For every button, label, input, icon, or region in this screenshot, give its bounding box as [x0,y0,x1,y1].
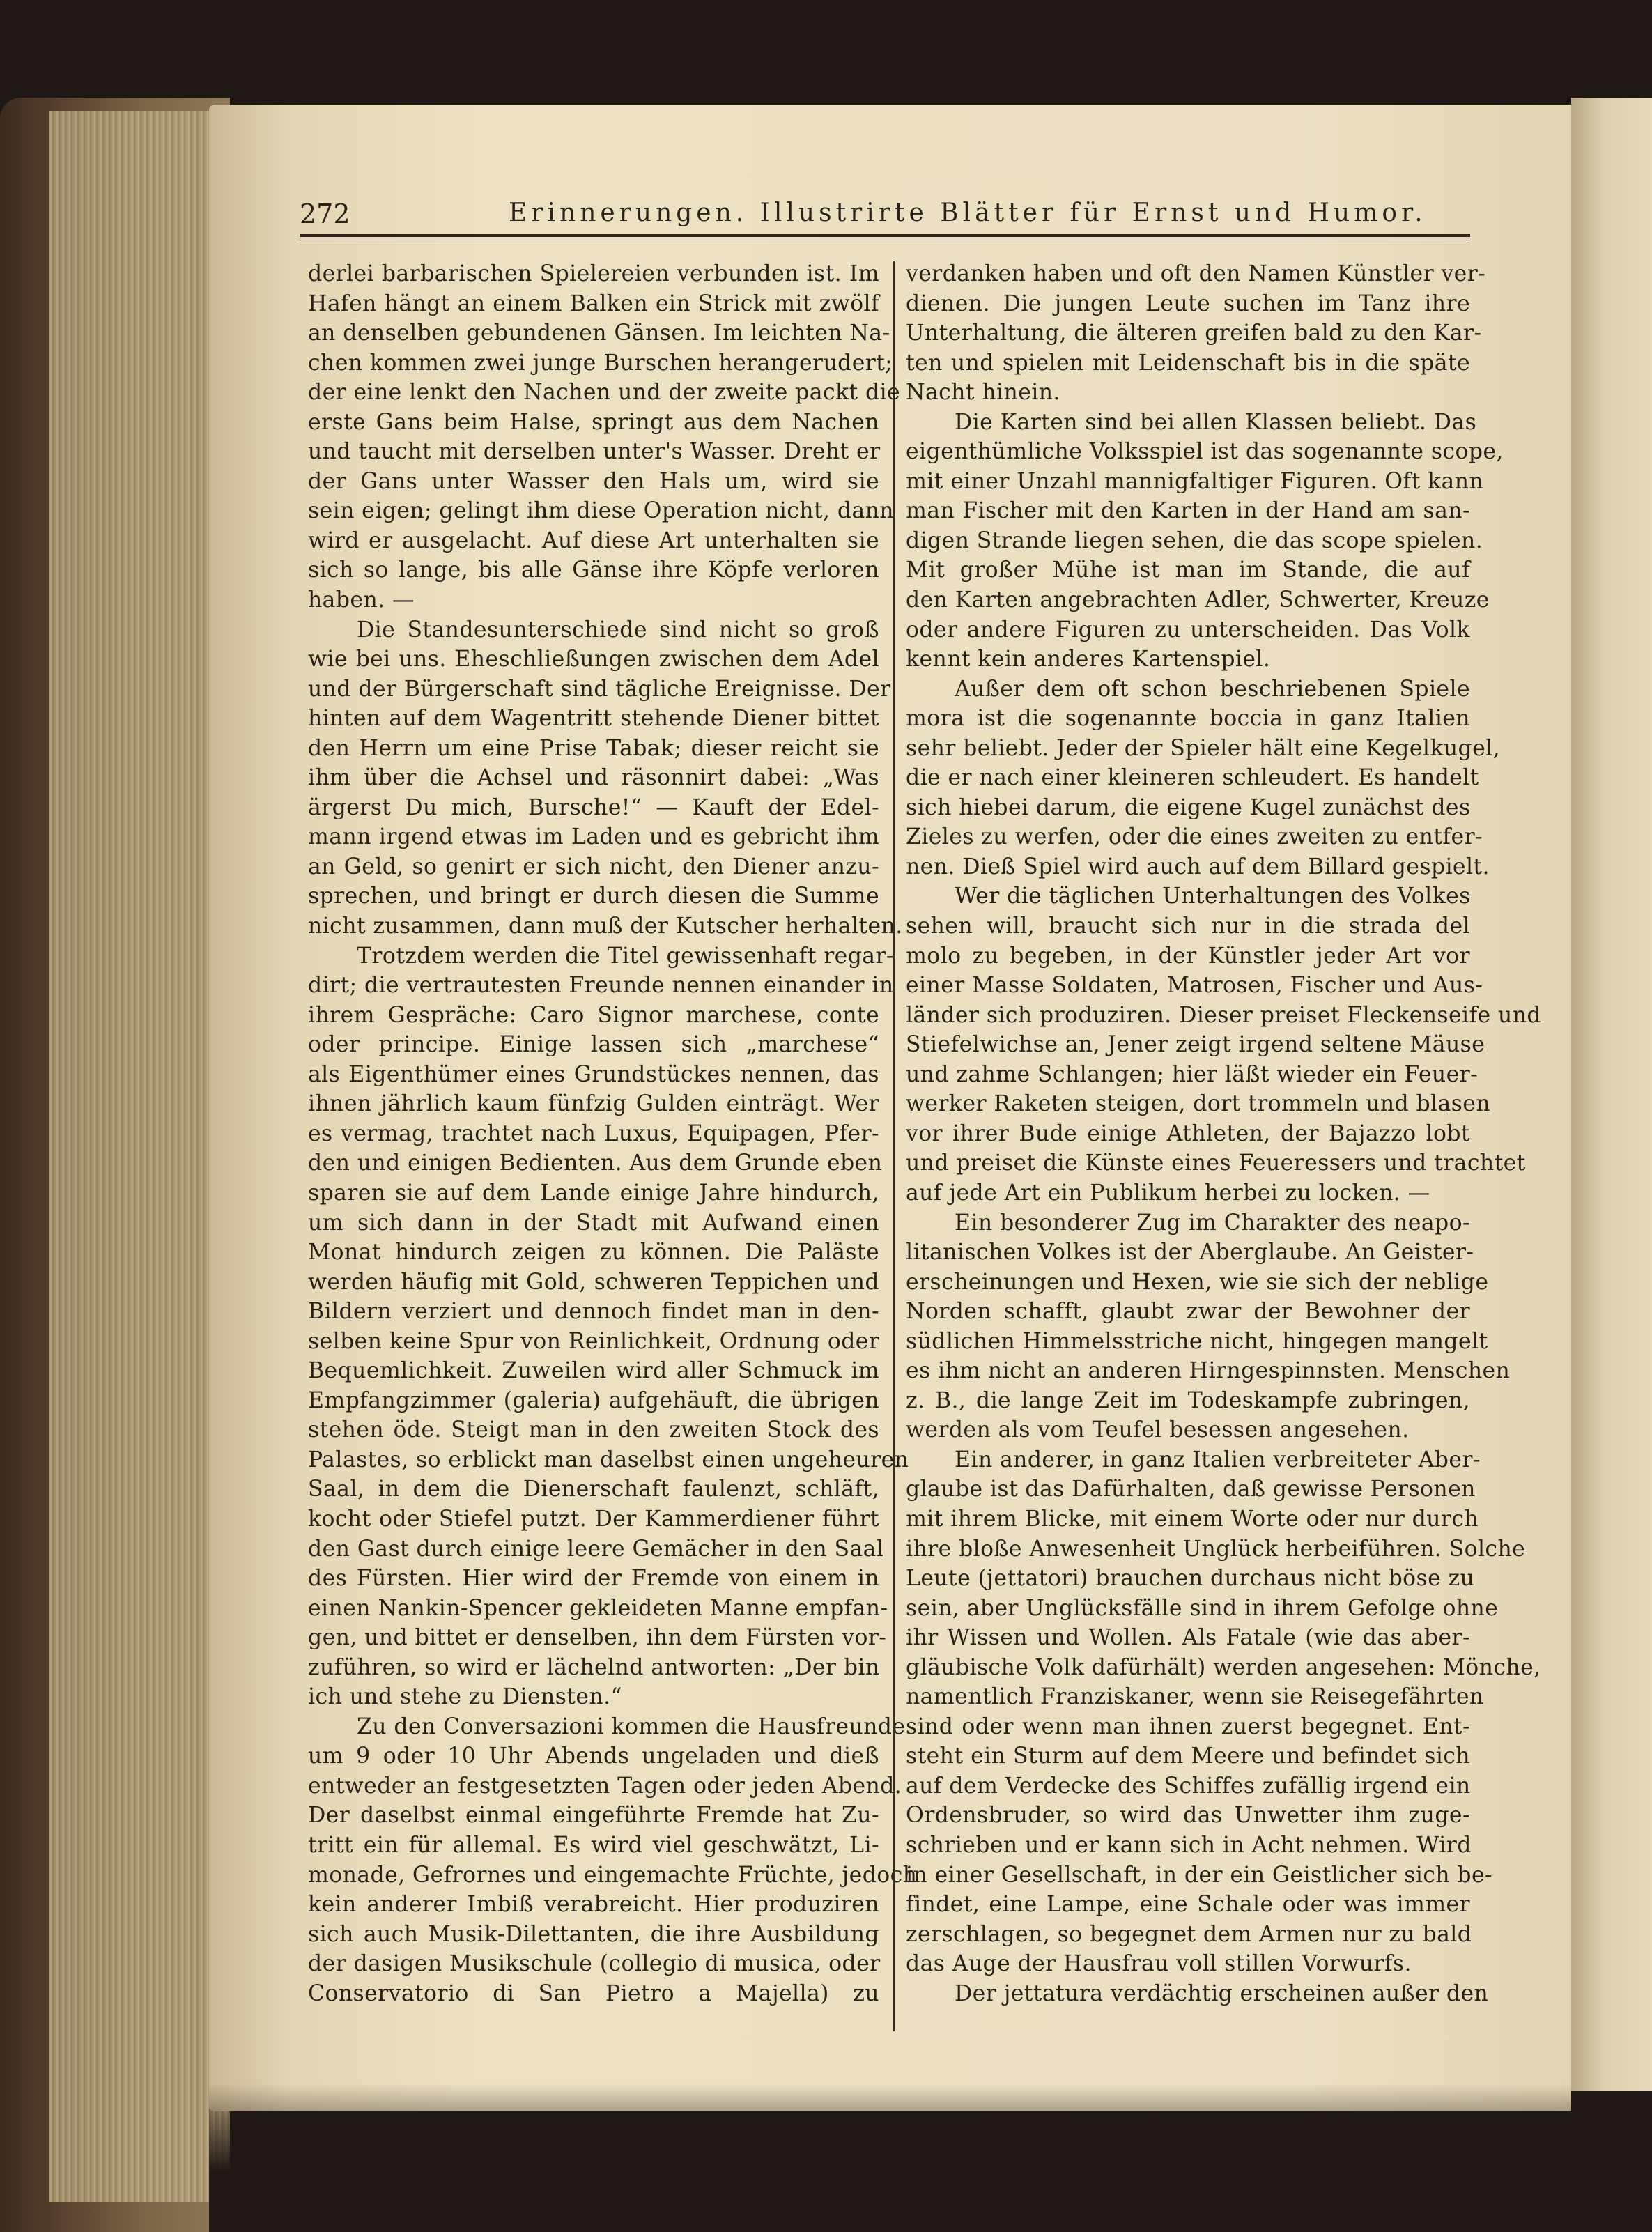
text-line: erste Gans beim Halse, springt aus dem Nachen [308,409,879,435]
text-line: und zahme Schlangen; hier läßt wieder ein Feuer- [906,1061,1479,1087]
text-line: der Gans unter Wasser den Hals um, wird sie [308,468,879,494]
running-title: Erinnerungen. Illustrirte Blätter für Ernst und Humor. [509,199,1427,227]
text-line: an denselben gebundenen Gänsen. Im leichten Na- [308,321,890,346]
text-line: und preiset die Künste eines Feueressers und trachtet [906,1150,1526,1176]
text-line: ihnen jährlich kaum fünfzig Gulden einträgt. Wer [308,1091,879,1117]
text-line: werker Raketen steigen, dort trommeln und blasen [906,1091,1491,1117]
text-line: Stiefelwichse an, Jener zeigt irgend seltene Mäuse [906,1032,1485,1058]
text-line: Bildern verziert und dennoch findet man in den- [308,1299,879,1325]
facing-page-edge [1571,98,1652,2091]
text-line: Leute (jettatori) brauchen durchaus nicht böse zu [906,1566,1475,1592]
text-line: Conservatorio di San Pietro a Majella) zu [308,1980,879,2006]
text-line: Palastes, so erblickt man daselbst einen ungeheuren [308,1447,909,1472]
text-line: wie bei uns. Eheschließungen zwischen dem Adel [308,647,879,672]
text-line: sparen sie auf dem Lande einige Jahre hindurch, [308,1180,879,1206]
text-line: mit einer Unzahl mannigfaltiger Figuren. Oft kann [906,468,1484,494]
text-line: Unterhaltung, die älteren greifen bald zu den Kar- [906,321,1482,346]
text-line: sein eigen; gelingt ihm diese Operation nicht, dann [308,498,894,524]
text-line: findet, eine Lampe, eine Schale oder was immer [906,1892,1470,1918]
text-line: Zieles zu werfen, oder die eines zweiten zu entfer- [906,824,1483,850]
text-line: sehr beliebt. Jeder der Spieler hält eine Kegelkugel, [906,735,1501,761]
text-line: nen. Dieß Spiel wird auch auf dem Billard gespielt. [906,854,1490,879]
text-line: Ein anderer, in ganz Italien verbreiteter Aber- [955,1447,1481,1472]
text-line: sprechen, und bringt er durch diesen die Summe [308,884,879,909]
text-line: glaube ist das Dafürhalten, daß gewisse Personen [906,1477,1476,1502]
text-line: chen kommen zwei junge Burschen herangerudert; [308,350,893,376]
text-line: den Gast durch einige leere Gemächer in den Saal [308,1536,884,1562]
text-line: sehen will, braucht sich nur in die strada del [906,914,1470,939]
text-line: werden als vom Teufel besessen angesehen. [906,1417,1410,1443]
text-line: Hafen hängt an einem Balken ein Strick mit zwölf [308,291,879,316]
text-line: zerschlagen, so begegnet dem Armen nur zu bald [906,1921,1472,1947]
text-line: des Fürsten. Hier wird der Fremde von einem in [308,1566,879,1592]
text-line: ten und spielen mit Leidenschaft bis in die späte [906,350,1470,376]
text-line: Außer dem oft schon beschriebenen Spiele [955,676,1470,702]
text-line: mann irgend etwas im Laden und es gebricht ihm [308,824,879,850]
text-line: hinten auf dem Wagentritt stehende Diener bittet [308,706,879,732]
text-line: eigenthümliche Volksspiel ist das sogenannte scope, [906,439,1504,465]
text-line: stehen öde. Steigt man in den zweiten Stock des [308,1417,879,1443]
text-line: ihm über die Achsel und räsonnirt dabei: „Was [308,765,879,791]
text-line: z. B., die lange Zeit im Todeskampfe zubringen, [906,1387,1470,1413]
text-line: verdanken haben und oft den Namen Künstler ver- [906,261,1486,286]
page-number: 272 [300,199,350,229]
text-line: erscheinungen und Hexen, wie sie sich der neblige [906,1269,1489,1295]
text-line: sind oder wenn man ihnen zuerst begegnet. Ent- [906,1714,1470,1739]
column-divider [893,261,895,2031]
text-column-right [906,259,1541,2043]
text-line: Zu den Conversazioni kommen die Hausfreunde [357,1714,906,1739]
text-line: ihr Wissen und Wollen. Als Fatale (wie das aber- [906,1625,1470,1651]
text-line: dirt; die vertrautesten Freunde nennen einander in [308,973,894,999]
text-line: einer Masse Soldaten, Matrosen, Fischer und Aus- [906,973,1483,999]
page-shadow [209,2084,1571,2232]
text-line: Wer die täglichen Unterhaltungen des Volkes [955,884,1471,909]
text-line: wird er ausgelacht. Auf diese Art unterhalten sie [308,528,879,553]
text-line: sein, aber Unglücksfälle sind in ihrem Gefolge ohne [906,1595,1499,1621]
text-line: den Karten angebrachten Adler, Schwerter, Kreuze [906,587,1490,613]
text-line: die er nach einer kleineren schleudert. Es handelt [906,765,1479,791]
text-line: zuführen, so wird er lächelnd antworten: „Der bin [308,1654,880,1680]
text-line: Ein besonderer Zug im Charakter des neapo- [955,1210,1470,1236]
text-line: derlei barbarischen Spielereien verbunden ist. Im [308,261,879,286]
text-line: gläubische Volk dafürhält) werden angesehen: Mönche, [906,1654,1541,1680]
text-line: Monat hindurch zeigen zu können. Die Paläste [308,1240,879,1265]
text-line: mit ihrem Blicke, mit einem Worte oder nur durch [906,1506,1479,1532]
text-line: Bequemlichkeit. Zuweilen wird aller Schmuck im [308,1358,879,1384]
text-line: gen, und bittet er denselben, ihn dem Fürsten vor- [308,1625,887,1651]
text-line: Der daselbst einmal eingeführte Fremde hat Zu- [308,1803,879,1829]
text-line: haben. — [308,587,415,613]
text-column-left [308,259,918,2043]
text-line: kein anderer Imbiß verabreicht. Hier produziren [308,1892,879,1918]
text-line: in einer Gesellschaft, in der ein Geistlicher sich be- [906,1862,1493,1888]
text-line: Norden schafft, glaubt zwar der Bewohner der [906,1299,1470,1325]
text-line: digen Strande liegen sehen, die das scope spielen. [906,528,1483,553]
text-line: kocht oder Stiefel putzt. Der Kammerdiener führt [308,1506,879,1532]
text-line: und der Bürgerschaft sind tägliche Ereignisse. Der [308,676,891,702]
text-line: mora ist die sogenannte boccia in ganz Italien [906,706,1470,732]
text-line: dienen. Die jungen Leute suchen im Tanz ihre [906,291,1470,316]
text-line: länder sich produziren. Dieser preiset Fleckenseife und [906,1002,1541,1028]
text-line: als Eigenthümer eines Grundstückes nennen, das [308,1061,879,1087]
text-line: nicht zusammen, dann muß der Kutscher herhalten. [308,914,903,939]
text-line: steht ein Sturm auf dem Meere und befindet sich [906,1744,1470,1769]
text-line: ihre bloße Anwesenheit Unglück herbeiführen. Solche [906,1536,1526,1562]
text-line: Saal, in dem die Dienerschaft faulenzt, schläft, [308,1477,879,1502]
text-line: es vermag, trachtet nach Luxus, Equipagen, Pfer- [308,1121,879,1146]
text-line: monade, Gefrornes und eingemachte Früchte, jedoch [308,1862,918,1888]
text-line: molo zu begeben, in der Künstler jeder Art vor [906,943,1470,969]
text-line: das Auge der Hausfrau voll stillen Vorwurfs. [906,1951,1412,1977]
text-line: Der jettatura verdächtig erscheinen außer den [955,1980,1489,2006]
text-line: sich hiebei darum, die eigene Kugel zunächst des [906,794,1471,820]
text-line: oder andere Figuren zu unterscheiden. Das Volk [906,617,1470,642]
text-line: den Herrn um eine Prise Tabak; dieser reicht sie [308,735,879,761]
text-line: schrieben und er kann sich in Acht nehmen. Wird [906,1832,1472,1858]
text-line: Nacht hinein. [906,380,1060,406]
text-line: entweder an festgesetzten Tagen oder jeden Abend. [308,1773,902,1799]
text-line: Trotzdem werden die Titel gewissenhaft regar- [357,943,894,969]
text-line: oder principe. Einige lassen sich „marchese“ [308,1032,879,1058]
text-line: Die Karten sind bei allen Klassen beliebt. Das [955,409,1477,435]
text-line: und taucht mit derselben unter's Wasser. Dreht er [308,439,881,465]
text-line: tritt ein für allemal. Es wird viel geschwätzt, Li- [308,1832,879,1858]
text-line: sich so lange, bis alle Gänse ihre Köpfe verloren [308,557,879,583]
text-line: der eine lenkt den Nachen und der zweite packt die [308,380,901,406]
text-line: Ordensbruder, so wird das Unwetter ihm zuge- [906,1803,1470,1829]
text-line: an Geld, so genirt er sich nicht, den Diener anzu- [308,854,879,879]
text-line: den und einigen Bedienten. Aus dem Grunde eben [308,1150,883,1176]
text-line: vor ihrer Bude einige Athleten, der Bajazzo lobt [906,1121,1470,1146]
text-line: südlichen Himmelsstriche nicht, hingegen mangelt [906,1328,1488,1354]
page-edges [49,111,230,2202]
text-line: um 9 oder 10 Uhr Abends ungeladen und dieß [308,1744,879,1769]
text-line: litanischen Volkes ist der Aberglaube. An Geister- [906,1240,1474,1265]
text-line: Empfangzimmer (galeria) aufgehäuft, die übrigen [308,1387,879,1413]
text-line: auf dem Verdecke des Schiffes zufällig irgend ein [906,1773,1471,1799]
header-rule [300,234,1470,237]
text-line: es ihm nicht an anderen Hirngespinnsten. Menschen [906,1358,1511,1384]
text-line: ärgerst Du mich, Bursche!“ — Kauft der Edel- [308,794,879,820]
text-line: kennt kein anderes Kartenspiel. [906,647,1271,672]
text-line: sich auch Musik-Dilettanten, die ihre Ausbildung [308,1921,879,1947]
text-line: ihrem Gespräche: Caro Signor marchese, conte [308,1002,879,1028]
text-line: einen Nankin-Spencer gekleideten Manne empfan- [308,1595,888,1621]
text-line: selben keine Spur von Reinlichkeit, Ordnung oder [308,1328,880,1354]
text-line: werden häufig mit Gold, schweren Teppichen und [308,1269,879,1295]
text-line: Mit großer Mühe ist man im Stande, die auf [906,557,1470,583]
text-line: Die Standesunterschiede sind nicht so groß [357,617,879,642]
text-line: um sich dann in der Stadt mit Aufwand einen [308,1210,879,1236]
text-line: namentlich Franziskaner, wenn sie Reisegefährten [906,1684,1484,1710]
text-line: man Fischer mit den Karten in der Hand am san- [906,498,1470,524]
text-line: der dasigen Musikschule (collegio di musica, oder [308,1951,881,1977]
text-line: auf jede Art ein Publikum herbei zu locken. — [906,1180,1430,1206]
text-line: ich und stehe zu Diensten.“ [308,1684,623,1710]
